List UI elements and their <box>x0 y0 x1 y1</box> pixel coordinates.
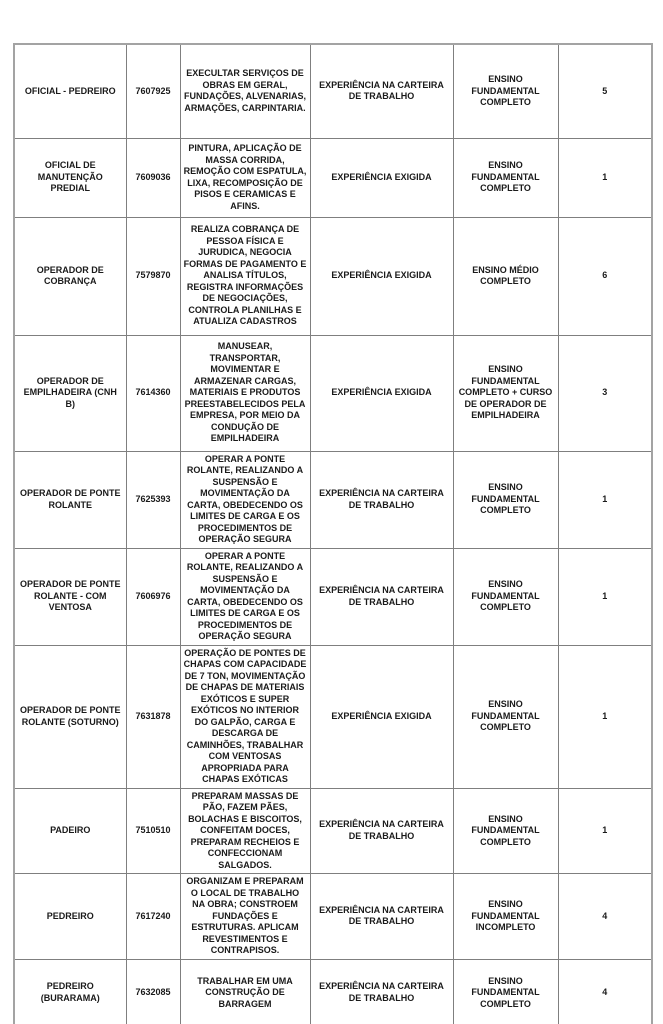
cell-education: ENSINO FUNDAMENTAL COMPLETO <box>453 548 558 645</box>
table-row <box>14 451 652 548</box>
cell-job-title: OPERADOR DE COBRANÇA <box>14 217 126 335</box>
cell-job-title: OPERADOR DE EMPILHADEIRA (CNH B) <box>14 335 126 451</box>
cell-job-title: PADEIRO <box>14 788 126 874</box>
cell-vacancies: 4 <box>558 959 652 1024</box>
jobs-table-body <box>14 44 652 1024</box>
cell-description: OPERAR A PONTE ROLANTE, REALIZANDO A SUSPENSÃO E MOVIMENTAÇÃO DA CARTA, OBEDECENDO OS LIMITES DE CARGA E OS PROCEDIMENTOS DE OPERAÇÃO SEGURA <box>180 451 310 548</box>
cell-experience: EXPERIÊNCIA NA CARTEIRA DE TRABALHO <box>310 548 453 645</box>
cell-code: 7510510 <box>126 788 180 874</box>
cell-experience: EXPERIÊNCIA NA CARTEIRA DE TRABALHO <box>310 44 453 138</box>
cell-vacancies: 3 <box>558 335 652 451</box>
cell-code: 7614360 <box>126 335 180 451</box>
cell-vacancies: 1 <box>558 645 652 788</box>
cell-vacancies: 1 <box>558 548 652 645</box>
cell-code: 7632085 <box>126 959 180 1024</box>
cell-vacancies: 6 <box>558 217 652 335</box>
cell-description: REALIZA COBRANÇA DE PESSOA FÍSICA E JURUDICA, NEGOCIA FORMAS DE PAGAMENTO E ANALISA TÍTULOS, REGISTRA INFORMAÇÕES DE NEGOCIAÇÕES, CONTROLA PLANILHAS E ATUALIZA CADASTROS <box>180 217 310 335</box>
cell-experience: EXPERIÊNCIA NA CARTEIRA DE TRABALHO <box>310 874 453 960</box>
table-row <box>14 217 652 335</box>
cell-education: ENSINO FUNDAMENTAL COMPLETO <box>453 645 558 788</box>
cell-code: 7606976 <box>126 548 180 645</box>
cell-job-title: PEDREIRO (BURARAMA) <box>14 959 126 1024</box>
cell-description: OPERAR A PONTE ROLANTE, REALIZANDO A SUSPENSÃO E MOVIMENTAÇÃO DA CARTA, OBEDECENDO OS LIMITES DE CARGA E OS PROCEDIMENTOS DE OPERAÇÃO SEGURA <box>180 548 310 645</box>
cell-experience: EXPERIÊNCIA EXIGIDA <box>310 138 453 217</box>
cell-job-title: OFICIAL - PEDREIRO <box>14 44 126 138</box>
cell-education: ENSINO FUNDAMENTAL COMPLETO <box>453 44 558 138</box>
cell-education: ENSINO FUNDAMENTAL COMPLETO <box>453 451 558 548</box>
table-row <box>14 645 652 788</box>
cell-description: ORGANIZAM E PREPARAM O LOCAL DE TRABALHO NA OBRA; CONSTROEM FUNDAÇÕES E ESTRUTURAS. APLICAM REVESTIMENTOS E CONTRAPISOS. <box>180 874 310 960</box>
cell-code: 7617240 <box>126 874 180 960</box>
table-row <box>14 788 652 874</box>
cell-description: MANUSEAR, TRANSPORTAR, MOVIMENTAR E ARMAZENAR CARGAS, MATERIAIS E PRODUTOS PREESTABELECIDOS PELA EMPRESA, POR MEIO DA CONDUÇÃO DE EMPILHADEIRA <box>180 335 310 451</box>
cell-education: ENSINO FUNDAMENTAL COMPLETO <box>453 138 558 217</box>
cell-experience: EXPERIÊNCIA EXIGIDA <box>310 217 453 335</box>
cell-description: OPERAÇÃO DE PONTES DE CHAPAS COM CAPACIDADE DE 7 TON, MOVIMENTAÇÃO DE CHAPAS DE MATERIAIS EXÓTICOS E SUPER EXÓTICOS NO INTERIOR DO GALPÃO, CARGA E DESCARGA DE CAMINHÕES, TRABALHAR COM VENTOSAS APROPRIADA PARA CHAPAS EXÓTICAS <box>180 645 310 788</box>
cell-job-title: OPERADOR DE PONTE ROLANTE - COM VENTOSA <box>14 548 126 645</box>
cell-code: 7631878 <box>126 645 180 788</box>
cell-code: 7625393 <box>126 451 180 548</box>
table-row <box>14 138 652 217</box>
cell-job-title: OFICIAL DE MANUTENÇÃO PREDIAL <box>14 138 126 217</box>
cell-vacancies: 1 <box>558 788 652 874</box>
cell-education: ENSINO FUNDAMENTAL COMPLETO + CURSO DE OPERADOR DE EMPILHADEIRA <box>453 335 558 451</box>
cell-job-title: OPERADOR DE PONTE ROLANTE (SOTURNO) <box>14 645 126 788</box>
cell-description: EXECULTAR SERVIÇOS DE OBRAS EM GERAL, FUNDAÇÕES, ALVENARIAS, ARMAÇÕES, CARPINTARIA. <box>180 44 310 138</box>
cell-experience: EXPERIÊNCIA NA CARTEIRA DE TRABALHO <box>310 788 453 874</box>
table-row <box>14 548 652 645</box>
cell-description: TRABALHAR EM UMA CONSTRUÇÃO DE BARRAGEM <box>180 959 310 1024</box>
cell-code: 7607925 <box>126 44 180 138</box>
table-row <box>14 959 652 1024</box>
cell-vacancies: 4 <box>558 874 652 960</box>
cell-experience: EXPERIÊNCIA NA CARTEIRA DE TRABALHO <box>310 451 453 548</box>
table-row <box>14 44 652 138</box>
cell-experience: EXPERIÊNCIA EXIGIDA <box>310 645 453 788</box>
cell-code: 7609036 <box>126 138 180 217</box>
jobs-table <box>13 43 653 1024</box>
cell-vacancies: 1 <box>558 138 652 217</box>
cell-code: 7579870 <box>126 217 180 335</box>
cell-description: PINTURA, APLICAÇÃO DE MASSA CORRIDA, REMOÇÃO COM ESPATULA, LIXA, RECOMPOSIÇÃO DE PISOS E CERAMICAS E AFINS. <box>180 138 310 217</box>
table-row <box>14 335 652 451</box>
cell-vacancies: 1 <box>558 451 652 548</box>
cell-job-title: PEDREIRO <box>14 874 126 960</box>
cell-description: PREPARAM MASSAS DE PÃO, FAZEM PÃES, BOLACHAS E BISCOITOS, CONFEITAM DOCES, PREPARAM RECHEIOS E CONFECCIONAM SALGADOS. <box>180 788 310 874</box>
cell-education: ENSINO FUNDAMENTAL COMPLETO <box>453 959 558 1024</box>
cell-experience: EXPERIÊNCIA NA CARTEIRA DE TRABALHO <box>310 959 453 1024</box>
table-row <box>14 874 652 960</box>
cell-experience: EXPERIÊNCIA EXIGIDA <box>310 335 453 451</box>
cell-job-title: OPERADOR DE PONTE ROLANTE <box>14 451 126 548</box>
cell-vacancies: 5 <box>558 44 652 138</box>
cell-education: ENSINO FUNDAMENTAL INCOMPLETO <box>453 874 558 960</box>
cell-education: ENSINO MÉDIO COMPLETO <box>453 217 558 335</box>
cell-education: ENSINO FUNDAMENTAL COMPLETO <box>453 788 558 874</box>
